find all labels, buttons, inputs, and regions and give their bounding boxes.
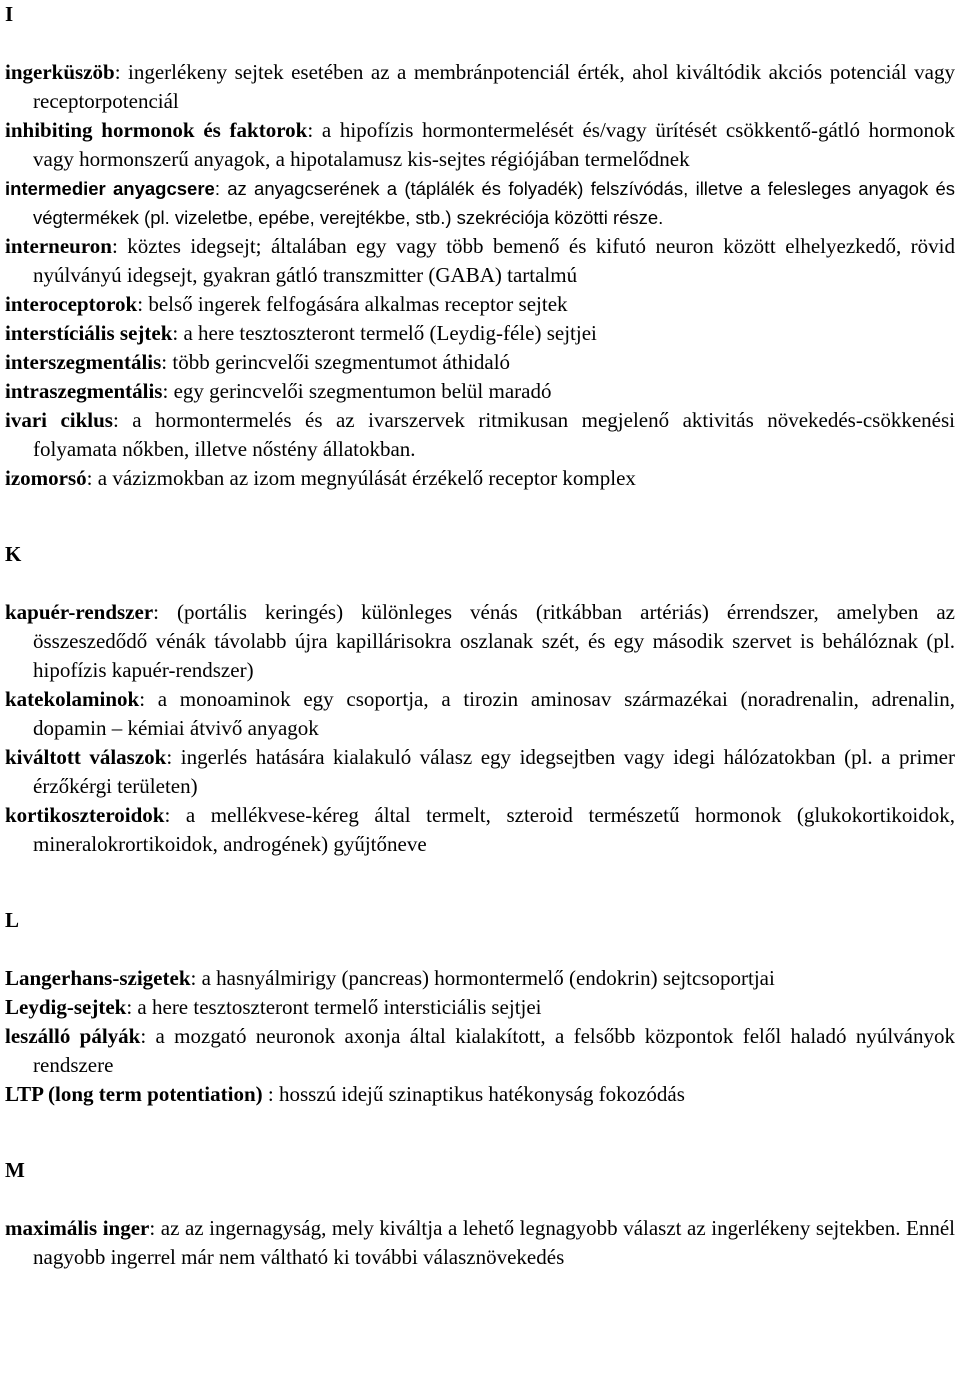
glossary-entry: ingerküszöb: ingerlékeny sejtek esetében az a membránpotenciál érték, ahol kiváltódik akciós potenciál vagy receptorpotenciál (5, 60, 955, 113)
glossary-term: Leydig-sejtek (5, 995, 127, 1019)
glossary-term: intermedier anyagcsere (5, 178, 215, 199)
glossary-definition: köztes idegsejt; általában egy vagy több bemenő és kifutó neuron között elhelyezkedő, rövid nyúlványú idegsejt, gyakran gátló transzmitter (GABA) tartalmú (33, 234, 955, 287)
glossary-term: Langerhans-szigetek (5, 966, 191, 990)
glossary-term: intraszegmentális (5, 379, 163, 403)
glossary-term: interoceptorok (5, 292, 138, 316)
glossary-definition: a mellékvese-kéreg által termelt, szteroid természetű hormonok (glukokortikoidok, mineralokrortikoidok, androgének) gyűjtőneve (33, 803, 955, 856)
glossary-term: izomorsó (5, 466, 87, 490)
glossary-entry: LTP (long term potentiation) : hosszú idejű szinaptikus hatékonyság fokozódás (5, 1082, 685, 1106)
glossary-entry: kapuér-rendszer: (portális keringés) különleges vénás (ritkábban artériás) érrendszer, amelyben az összeszedődő vénák távolabb újra kapillárisokra oszlanak szét, és egy második szervet is behálóznak (pl. hipofízis kapuér-rendszer) (5, 600, 955, 682)
section-letter: L (5, 908, 20, 932)
glossary-definition: belső ingerek felfogására alkalmas receptor sejtek (148, 292, 568, 316)
glossary-entry: interstíciális sejtek: a here tesztoszteront termelő (Leydig-féle) sejtjei (5, 321, 597, 345)
glossary-entry: interneuron: köztes idegsejt; általában egy vagy több bemenő és kifutó neuron között elhelyezkedő, rövid nyúlványú idegsejt, gyakran gátló transzmitter (GABA) tartalmú (5, 234, 955, 287)
section-k (5, 540, 955, 859)
glossary-entry: interszegmentális: több gerincvelői szegmentumot áthidaló (5, 350, 511, 374)
glossary-definition: a hormontermelés és az ivarszervek ritmikusan megjelenő aktivitás növekedés-csökkenési folyamata nőkben, illetve nőstény állatokban. (33, 408, 955, 461)
glossary-entry: intermedier anyagcsere: az anyagcserének a (táplálék és folyadék) felszívódás, illetve a felesleges anyagok és végtermékek (pl. vizeletbe, epébe, verejtékbe, stb.) szekréciója közötti része. (5, 178, 955, 228)
section-m (5, 1156, 955, 1272)
glossary-page (5, 0, 955, 1272)
glossary-term: interstíciális sejtek (5, 321, 173, 345)
glossary-definition: az az ingernagyság, mely kiváltja a lehető legnagyobb választ az ingerlékeny sejtekben. Ennél nagyobb ingerrel már nem váltható ki további válasznövekedés (33, 1216, 955, 1269)
glossary-entry: interoceptorok: belső ingerek felfogására alkalmas receptor sejtek (5, 292, 568, 316)
glossary-definition: a here tesztoszteront termelő (Leydig-féle) sejtjei (183, 321, 597, 345)
glossary-definition: a here tesztoszteront termelő intersticiális sejtjei (137, 995, 542, 1019)
glossary-term: maximális inger (5, 1216, 150, 1240)
glossary-entry: maximális inger: az az ingernagyság, mely kiváltja a lehető legnagyobb választ az ingerlékeny sejtekben. Ennél nagyobb ingerrel már nem váltható ki további válasznövekedés (5, 1216, 955, 1269)
glossary-definition: a hasnyálmirigy (pancreas) hormontermelő (endokrin) sejtcsoportjai (201, 966, 775, 990)
glossary-definition: ingerlékeny sejtek esetében az a membránpotenciál érték, ahol kiváltódik akciós potenciál vagy receptorpotenciál (33, 60, 955, 113)
glossary-term: leszálló pályák (5, 1024, 141, 1048)
glossary-entry: Langerhans-szigetek: a hasnyálmirigy (pancreas) hormontermelő (endokrin) sejtcsoportjai (5, 966, 775, 990)
glossary-definition: a hipofízis hormontermelését és/vagy ürítését csökkentő-gátló hormonok vagy hormonszerű anyagok, a hipotalamusz kis-sejtes régiójában termelődnek (33, 118, 956, 171)
glossary-term: ingerküszöb (5, 60, 115, 84)
glossary-term: kortikoszteroidok (5, 803, 165, 827)
section-letter: M (5, 1158, 25, 1182)
glossary-definition: (portális keringés) különleges vénás (ritkábban artériás) érrendszer, amelyben az összeszedődő vénák távolabb újra kapillárisokra oszlanak szét, és egy második szervet is behálóznak (pl. hipofízis kapuér-rendszer) (33, 600, 955, 682)
glossary-entry: leszálló pályák: a mozgató neuronok axonja által kialakított, a felsőbb központok felől haladó nyúlványok rendszere (5, 1024, 955, 1077)
glossary-definition: ingerlés hatására kialakuló válasz egy idegsejtben vagy idegi hálózatokban (pl. a primer érzőkérgi területen) (33, 745, 955, 798)
glossary-definition: a monoaminok egy csoportja, a tirozin aminosav származékai (noradrenalin, adrenalin, dopamin – kémiai átvivő anyagok (33, 687, 955, 740)
glossary-term: LTP (long term potentiation) (5, 1082, 263, 1106)
glossary-term: ivari ciklus (5, 408, 113, 432)
glossary-entry: kiváltott válaszok: ingerlés hatására kialakuló válasz egy idegsejtben vagy idegi hálózatokban (pl. a primer érzőkérgi területen) (5, 745, 955, 798)
glossary-entry: intraszegmentális: egy gerincvelői szegmentumon belül maradó (5, 379, 552, 403)
section-i (5, 0, 955, 493)
glossary-term: kapuér-rendszer (5, 600, 154, 624)
glossary-entry: Leydig-sejtek: a here tesztoszteront termelő intersticiális sejtjei (5, 995, 542, 1019)
glossary-term: inhibiting hormonok és faktorok (5, 118, 308, 142)
section-l (5, 906, 955, 1109)
glossary-entry: izomorsó: a vázizmokban az izom megnyúlását érzékelő receptor komplex (5, 466, 636, 490)
glossary-term: interneuron (5, 234, 112, 258)
glossary-term: interszegmentális (5, 350, 162, 374)
glossary-entry: ivari ciklus: a hormontermelés és az ivarszervek ritmikusan megjelenő aktivitás növekedés-csökkenési folyamata nőkben, illetve nőstény állatokban. (5, 408, 955, 461)
section-letter: I (5, 2, 14, 26)
section-letter: K (5, 542, 22, 566)
glossary-definition: a mozgató neuronok axonja által kialakított, a felsőbb központok felől haladó nyúlványok rendszere (33, 1024, 955, 1077)
glossary-entry: inhibiting hormonok és faktorok: a hipofízis hormontermelését és/vagy ürítését csökkentő-gátló hormonok vagy hormonszerű anyagok, a hipotalamusz kis-sejtes régiójában termelődnek (5, 118, 956, 171)
glossary-term: katekolaminok (5, 687, 140, 711)
glossary-term: kiváltott válaszok (5, 745, 167, 769)
glossary-definition: az anyagcserének a (táplálék és folyadék) felszívódás, illetve a felesleges anyagok és végtermékek (pl. vizeletbe, epébe, verejtékbe, stb.) szekréciója közötti része. (33, 178, 955, 228)
glossary-definition: több gerincvelői szegmentumot áthidaló (172, 350, 511, 374)
glossary-definition: a vázizmokban az izom megnyúlását érzékelő receptor komplex (97, 466, 636, 490)
glossary-definition: hosszú idejű szinaptikus hatékonyság fokozódás (278, 1082, 685, 1106)
glossary-definition: egy gerincvelői szegmentumon belül maradó (173, 379, 552, 403)
glossary-entry: katekolaminok: a monoaminok egy csoportja, a tirozin aminosav származékai (noradrenalin, adrenalin, dopamin – kémiai átvivő anyagok (5, 687, 955, 740)
glossary-entry: kortikoszteroidok: a mellékvese-kéreg által termelt, szteroid természetű hormonok (glukokortikoidok, mineralokrortikoidok, androgének) gyűjtőneve (5, 803, 955, 856)
